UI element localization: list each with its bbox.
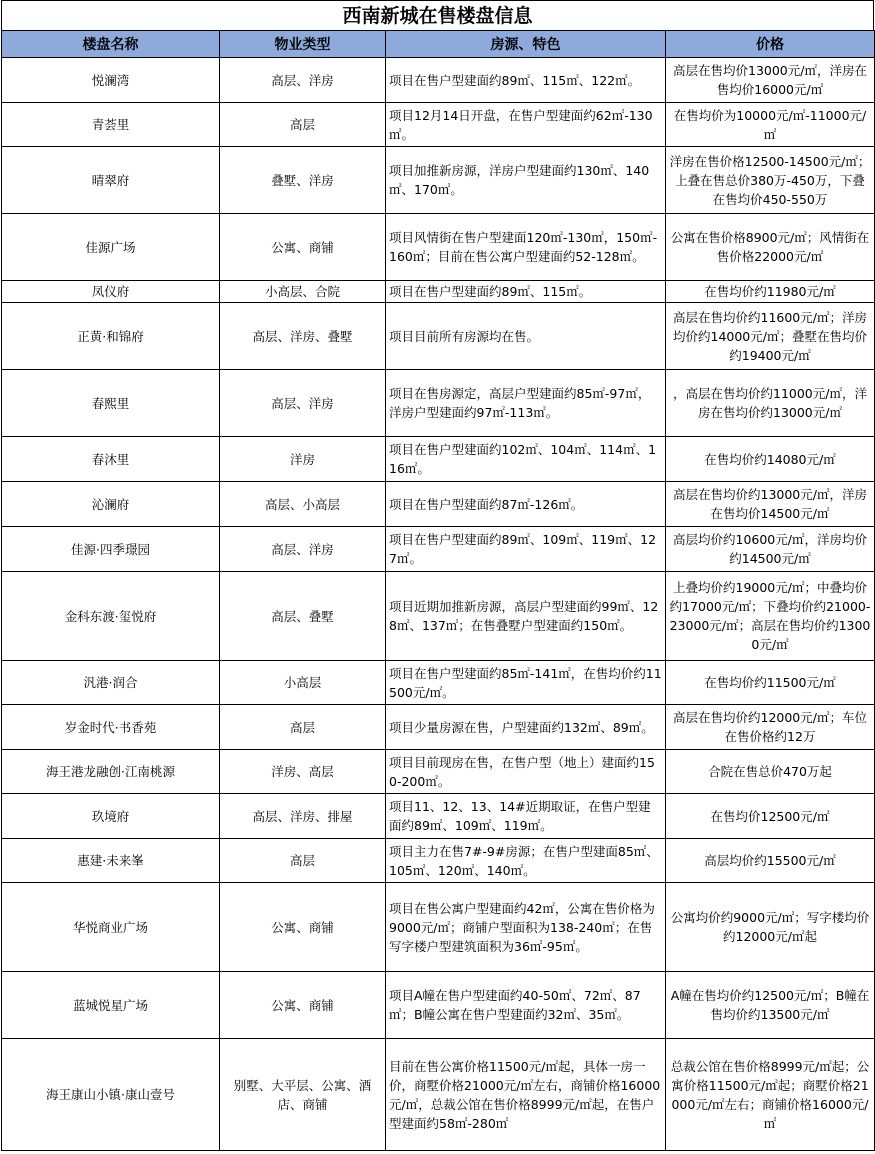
table-row [2, 794, 875, 839]
table-row [2, 58, 875, 103]
price-cell: 公寓在售价格8900元/㎡；风情街在售价格22000元/㎡ [666, 214, 875, 281]
table-row [2, 661, 875, 705]
type-cell: 高层、洋房 [220, 370, 386, 437]
price-cell: 在售均价12500元/㎡ [666, 794, 875, 839]
type-cell: 高层、洋房、排屋 [220, 794, 386, 839]
name-cell: 悦澜湾 [2, 58, 220, 103]
feature-cell: 项目目前所有房源均在售。 [386, 303, 666, 370]
feature-cell: 项目11、12、13、14#近期取证，在售户型建面约89㎡、109㎡、119㎡。 [386, 794, 666, 839]
feature-cell: 项目在售户型建面约89㎡、109㎡、119㎡、127㎡。 [386, 527, 666, 572]
price-cell: 在售均价约14080元/㎡ [666, 437, 875, 482]
sheet-title: 西南新城在售楼盘信息 [1, 0, 874, 30]
feature-cell: 项目12月14日开盘，在售户型建面约62㎡-130㎡。 [386, 103, 666, 147]
feature-cell: 项目目前现房在售，在售户型（地上）建面约150-200㎡。 [386, 750, 666, 794]
type-cell: 公寓、商铺 [220, 214, 386, 281]
name-cell: 玖境府 [2, 794, 220, 839]
feature-cell: 项目少量房源在售，户型建面约132㎡、89㎡。 [386, 705, 666, 750]
name-cell: 春沐里 [2, 437, 220, 482]
type-cell: 高层、小高层 [220, 482, 386, 527]
listing-sheet [1, 0, 874, 1151]
table-row [2, 370, 875, 437]
name-cell: 华悦商业广场 [2, 883, 220, 972]
price-cell: 高层在售均价约11600元/㎡；洋房均价约14000元/㎡；叠墅在售均价约19400元/㎡ [666, 303, 875, 370]
type-cell: 高层、洋房 [220, 527, 386, 572]
name-cell: 沁澜府 [2, 482, 220, 527]
header-row [2, 31, 875, 58]
name-cell: 春熙里 [2, 370, 220, 437]
price-cell: A幢在售均价约12500元/㎡；B幢在售均价约13500元/㎡ [666, 972, 875, 1039]
table-row [2, 281, 875, 303]
type-cell: 高层、叠墅 [220, 572, 386, 661]
feature-cell: 项目在售户型建面约89㎡、115㎡、122㎡。 [386, 58, 666, 103]
header-name: 楼盘名称 [2, 31, 220, 58]
table-row [2, 103, 875, 147]
feature-cell: 项目A幢在售户型建面约40-50㎡、72㎡、87㎡；B幢公寓在售户型建面约32㎡、35㎡。 [386, 972, 666, 1039]
name-cell: 蓝城悦星广场 [2, 972, 220, 1039]
type-cell: 别墅、大平层、公寓、酒店、商铺 [220, 1039, 386, 1151]
table-row [2, 972, 875, 1039]
table-body [2, 58, 875, 1151]
type-cell: 高层 [220, 103, 386, 147]
name-cell: 佳源广场 [2, 214, 220, 281]
feature-cell: 项目加推新房源，洋房户型建面约130㎡、140㎡、170㎡。 [386, 147, 666, 214]
type-cell: 高层、洋房 [220, 58, 386, 103]
price-cell: 在售均价约11980元/㎡ [666, 281, 875, 303]
price-cell: 高层在售均价约13000元/㎡，洋房在售均价14500元/㎡ [666, 482, 875, 527]
name-cell: 海王港龙融创·江南桃源 [2, 750, 220, 794]
price-cell: 公寓均价约9000元/㎡；写字楼均价约12000元/㎡起 [666, 883, 875, 972]
feature-cell: 项目在售房源定，高层户型建面约85㎡-97㎡，洋房户型建面约97㎡-113㎡。 [386, 370, 666, 437]
name-cell: 青荟里 [2, 103, 220, 147]
name-cell: 汎港·润合 [2, 661, 220, 705]
table-row [2, 750, 875, 794]
price-cell: 高层均价约10600元/㎡，洋房均价约14500元/㎡ [666, 527, 875, 572]
table-row [2, 527, 875, 572]
type-cell: 叠墅、洋房 [220, 147, 386, 214]
price-cell: 合院在售总价470万起 [666, 750, 875, 794]
price-cell: 总裁公馆在售价格8999元/㎡起；公寓价格11500元/㎡起；商墅价格21000元/㎡左右；商铺价格16000元/㎡ [666, 1039, 875, 1151]
price-cell: 高层在售均价约12000元/㎡；车位在售价格约12万 [666, 705, 875, 750]
name-cell: 佳源·四季璟园 [2, 527, 220, 572]
name-cell: 岁金时代·书香苑 [2, 705, 220, 750]
listing-table [1, 30, 875, 1151]
price-cell: 在售均价约11500元/㎡ [666, 661, 875, 705]
type-cell: 公寓、商铺 [220, 883, 386, 972]
name-cell: 晴翠府 [2, 147, 220, 214]
price-cell: ，高层在售均价约11000元/㎡，洋房在售均价约13000元/㎡ [666, 370, 875, 437]
header-type: 物业类型 [220, 31, 386, 58]
table-row [2, 303, 875, 370]
feature-cell: 项目在售户型建面约85㎡-141㎡，在售均价约11500元/㎡。 [386, 661, 666, 705]
feature-cell: 项目风情街在售户型建面120㎡-130㎡，150㎡-160㎡；目前在售公寓户型建面约52-128㎡。 [386, 214, 666, 281]
feature-cell: 目前在售公寓价格11500元/㎡起，具体一房一价，商墅价格21000元/㎡左右，商铺价格16000元/㎡，总裁公馆在售价格8999元/㎡起，在售户型建面约58㎡-280㎡ [386, 1039, 666, 1151]
price-cell: 上叠均价约19000元/㎡；中叠均价约17000元/㎡；下叠均价约21000-23000元/㎡；高层在售均价约13000元/㎡ [666, 572, 875, 661]
name-cell: 凤仪府 [2, 281, 220, 303]
table-row [2, 214, 875, 281]
table-row [2, 1039, 875, 1151]
feature-cell: 项目主力在售7#-9#房源；在售户型建面85㎡、105㎡、120㎡、140㎡。 [386, 839, 666, 883]
header-price: 价格 [666, 31, 875, 58]
table-row [2, 839, 875, 883]
price-cell: 高层在售均价13000元/㎡，洋房在售均价16000元/㎡ [666, 58, 875, 103]
name-cell: 海王康山小镇·康山壹号 [2, 1039, 220, 1151]
price-cell: 洋房在售价格12500-14500元/㎡；上叠在售总价380万-450万，下叠在售均价450-550万 [666, 147, 875, 214]
type-cell: 洋房、高层 [220, 750, 386, 794]
type-cell: 小高层、合院 [220, 281, 386, 303]
table-row [2, 883, 875, 972]
feature-cell: 项目在售公寓户型建面约42㎡，公寓在售价格为9000元/㎡；商铺户型面积为138-240㎡；在售写字楼户型建筑面积为36㎡-95㎡。 [386, 883, 666, 972]
table-row [2, 147, 875, 214]
price-cell: 在售均价为10000元/㎡-11000元/㎡ [666, 103, 875, 147]
feature-cell: 项目在售户型建面约102㎡、104㎡、114㎡、116㎡。 [386, 437, 666, 482]
feature-cell: 项目近期加推新房源，高层户型建面约99㎡、128㎡、137㎡；在售叠墅户型建面约150㎡。 [386, 572, 666, 661]
table-row [2, 705, 875, 750]
feature-cell: 项目在售户型建面约89㎡、115㎡。 [386, 281, 666, 303]
header-feature: 房源、特色 [386, 31, 666, 58]
table-row [2, 572, 875, 661]
type-cell: 小高层 [220, 661, 386, 705]
type-cell: 高层、洋房、叠墅 [220, 303, 386, 370]
name-cell: 惠建·未来峯 [2, 839, 220, 883]
type-cell: 高层 [220, 839, 386, 883]
type-cell: 公寓、商铺 [220, 972, 386, 1039]
type-cell: 洋房 [220, 437, 386, 482]
price-cell: 高层均价约15500元/㎡ [666, 839, 875, 883]
name-cell: 正黄·和锦府 [2, 303, 220, 370]
table-row [2, 437, 875, 482]
type-cell: 高层 [220, 705, 386, 750]
name-cell: 金科东渡·玺悦府 [2, 572, 220, 661]
table-row [2, 482, 875, 527]
feature-cell: 项目在售户型建面约87㎡-126㎡。 [386, 482, 666, 527]
